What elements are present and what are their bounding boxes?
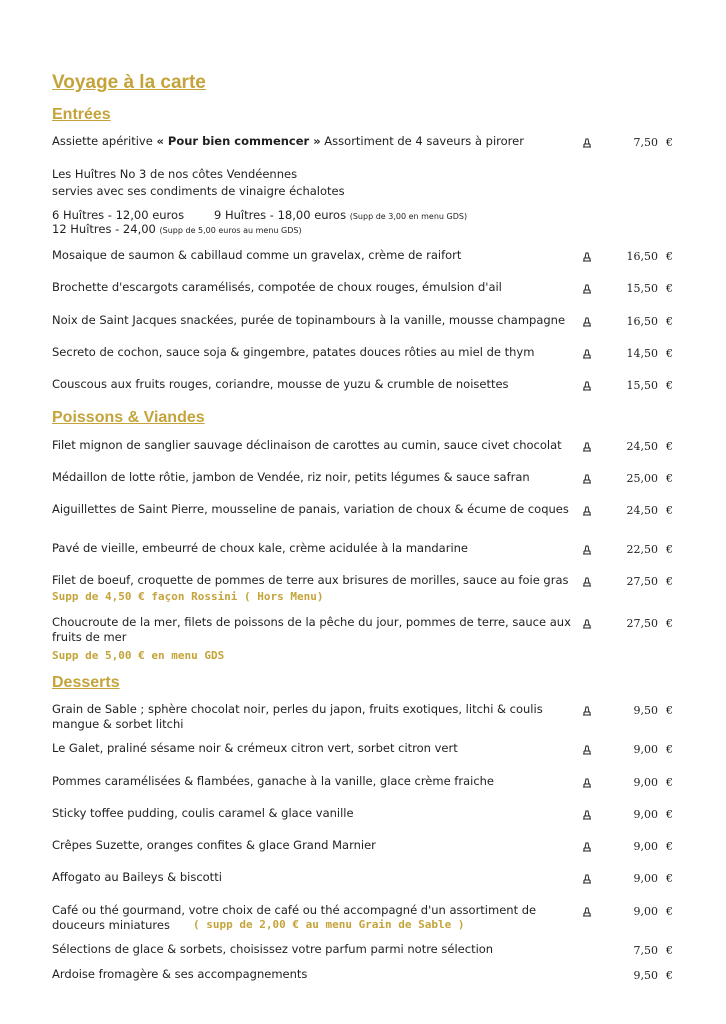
- dish-price: 9,50: [633, 704, 658, 717]
- huitres-12-price: 12 Huîtres - 24,00: [52, 222, 156, 236]
- currency-symbol: €: [666, 743, 673, 756]
- dish-price: 9,00: [633, 872, 658, 885]
- dish-name: Mosaique de saumon & cabillaud comme un gravelax, crème de raifort: [52, 248, 462, 262]
- chef-hat-icon: [581, 744, 593, 756]
- dish-name: Café ou thé gourmand, votre choix de café ou thé accompagné d'un assortiment de douceurs miniatures: [52, 903, 537, 932]
- dish-price: 9,00: [633, 776, 658, 789]
- page-title: Voyage à la carte: [52, 72, 206, 93]
- dish-price: 27,50: [626, 575, 658, 588]
- dish-name: Brochette d'escargots caramélisés, compotée de choux rouges, émulsion d'ail: [52, 280, 502, 294]
- dish-name: Pommes caramélisées & flambées, ganache à la vanille, glace crème fraiche: [52, 774, 495, 788]
- chef-hat-icon: [581, 251, 593, 263]
- currency-symbol: €: [666, 969, 673, 982]
- dish-price: 16,50: [626, 315, 658, 328]
- dish-price: 14,50: [626, 347, 658, 360]
- dish-price: 22,50: [626, 543, 658, 556]
- dish-price: 7,50: [633, 136, 658, 149]
- chef-hat-icon: [581, 137, 593, 149]
- chef-hat-icon: [581, 441, 593, 453]
- dish-name: Médaillon de lotte rôtie, jambon de Vendée, riz noir, petits légumes & sauce safran: [52, 470, 530, 484]
- section-poissons-heading: Poissons & Viandes: [52, 409, 205, 426]
- chef-hat-icon: [581, 873, 593, 885]
- currency-symbol: €: [666, 250, 673, 263]
- dish-name: Le Galet, praliné sésame noir & crémeux citron vert, sorbet citron vert: [52, 741, 458, 755]
- chef-hat-icon: [581, 777, 593, 789]
- chef-hat-icon: [581, 705, 593, 717]
- chef-hat-icon: [581, 505, 593, 517]
- dish-price: 24,50: [626, 440, 658, 453]
- chef-hat-icon: [581, 283, 593, 295]
- currency-symbol: €: [666, 379, 673, 392]
- dish-name: Couscous aux fruits rouges, coriandre, mousse de yuzu & crumble de noisettes: [52, 377, 509, 391]
- dish-name: Secreto de cochon, sauce soja & gingembre, patates douces rôties au miel de thym: [52, 345, 535, 359]
- dish-price: 15,50: [626, 379, 658, 392]
- dish-name: Choucroute de la mer, filets de poissons de la pêche du jour, pommes de terre, sauce aux fruits de mer: [52, 615, 571, 644]
- section-entrees-heading: Entrées: [52, 106, 111, 123]
- dish-name: Pavé de vieille, embeurré de choux kale, crème acidulée à la mandarine: [52, 541, 468, 555]
- dish-name: Sticky toffee pudding, coulis caramel & glace vanille: [52, 806, 354, 820]
- chef-hat-icon: [581, 473, 593, 485]
- currency-symbol: €: [666, 315, 673, 328]
- dish-price: 24,50: [626, 504, 658, 517]
- currency-symbol: €: [666, 776, 673, 789]
- currency-symbol: €: [666, 872, 673, 885]
- dish-aperitif-prefix: Assiette apéritive: [52, 134, 157, 148]
- chef-hat-icon: [581, 841, 593, 853]
- huitres-line2: servies avec ses condiments de vinaigre échalotes: [52, 184, 345, 198]
- dish-aperitif-bold: « Pour bien commencer »: [156, 134, 321, 148]
- chef-hat-icon: [581, 576, 593, 588]
- dish-aperitif-suffix: Assortiment de 4 saveurs à pirorer: [320, 134, 524, 148]
- huitres-6: 6 Huîtres - 12,00 euros: [52, 208, 185, 222]
- dish-price: 9,00: [633, 743, 658, 756]
- dish-price: 25,00: [626, 472, 658, 485]
- chef-hat-icon: [581, 316, 593, 328]
- currency-symbol: €: [666, 282, 673, 295]
- section-desserts-heading: Desserts: [52, 674, 120, 691]
- dish-name: Ardoise fromagère & ses accompagnements: [52, 967, 308, 981]
- currency-symbol: €: [666, 617, 673, 630]
- dish-name: Aiguillettes de Saint Pierre, mousseline de panais, variation de choux & écume de coques: [52, 502, 569, 516]
- dish-price: 27,50: [626, 617, 658, 630]
- currency-symbol: €: [666, 575, 673, 588]
- chef-hat-icon: [581, 380, 593, 392]
- dish-aperitif: [52, 134, 572, 149]
- dish-name: Sélections de glace & sorbets, choisissez votre parfum parmi notre sélection: [52, 942, 494, 956]
- huitres-12-supp: (Supp de 5,00 euros au menu GDS): [159, 226, 302, 235]
- dish-name: Grain de Sable ; sphère chocolat noir, perles du japon, fruits exotiques, litchi & coulis mangue & sorbet litchi: [52, 702, 543, 731]
- huitres-12: [52, 222, 572, 238]
- dish-name: Filet mignon de sanglier sauvage déclinaison de carottes au cumin, sauce civet chocolat: [52, 438, 562, 452]
- currency-symbol: €: [666, 704, 673, 717]
- currency-symbol: €: [666, 944, 673, 957]
- currency-symbol: €: [666, 472, 673, 485]
- dish-price: 7,50: [633, 944, 658, 957]
- huitres-9-price: 9 Huîtres - 18,00 euros: [214, 208, 347, 222]
- dish-name: Crêpes Suzette, oranges confites & glace Grand Marnier: [52, 838, 376, 852]
- dish-price: 9,00: [633, 905, 658, 918]
- dish-price: 16,50: [626, 250, 658, 263]
- dish-note: Supp de 4,50 € façon Rossini ( Hors Menu): [52, 590, 324, 603]
- dish-name: Filet de boeuf, croquette de pommes de terre aux brisures de morilles, sauce au foie gras: [52, 573, 569, 587]
- chef-hat-icon: [581, 809, 593, 821]
- dish-name: Noix de Saint Jacques snackées, purée de topinambours à la vanille, mousse champagne: [52, 313, 566, 327]
- currency-symbol: €: [666, 136, 673, 149]
- chef-hat-icon: [581, 348, 593, 360]
- currency-symbol: €: [666, 840, 673, 853]
- dish-price: 15,50: [626, 282, 658, 295]
- dish-price: 9,00: [633, 840, 658, 853]
- dish-price: 9,00: [633, 808, 658, 821]
- huitres-line1: Les Huîtres No 3 de nos côtes Vendéennes: [52, 167, 298, 181]
- currency-symbol: €: [666, 543, 673, 556]
- huitres-9-supp: (Supp de 3,00 en menu GDS): [349, 212, 468, 221]
- dish-name: Affogato au Baileys & biscotti: [52, 870, 222, 884]
- currency-symbol: €: [666, 905, 673, 918]
- dish-price: 9,50: [633, 969, 658, 982]
- currency-symbol: €: [666, 440, 673, 453]
- currency-symbol: €: [666, 347, 673, 360]
- chef-hat-icon: [581, 544, 593, 556]
- currency-symbol: €: [666, 504, 673, 517]
- chef-hat-icon: [581, 906, 593, 918]
- dish-note: ( supp de 2,00 € au menu Grain de Sable ): [193, 918, 465, 931]
- chef-hat-icon: [581, 618, 593, 630]
- currency-symbol: €: [666, 808, 673, 821]
- dish-note: Supp de 5,00 € en menu GDS: [52, 649, 225, 662]
